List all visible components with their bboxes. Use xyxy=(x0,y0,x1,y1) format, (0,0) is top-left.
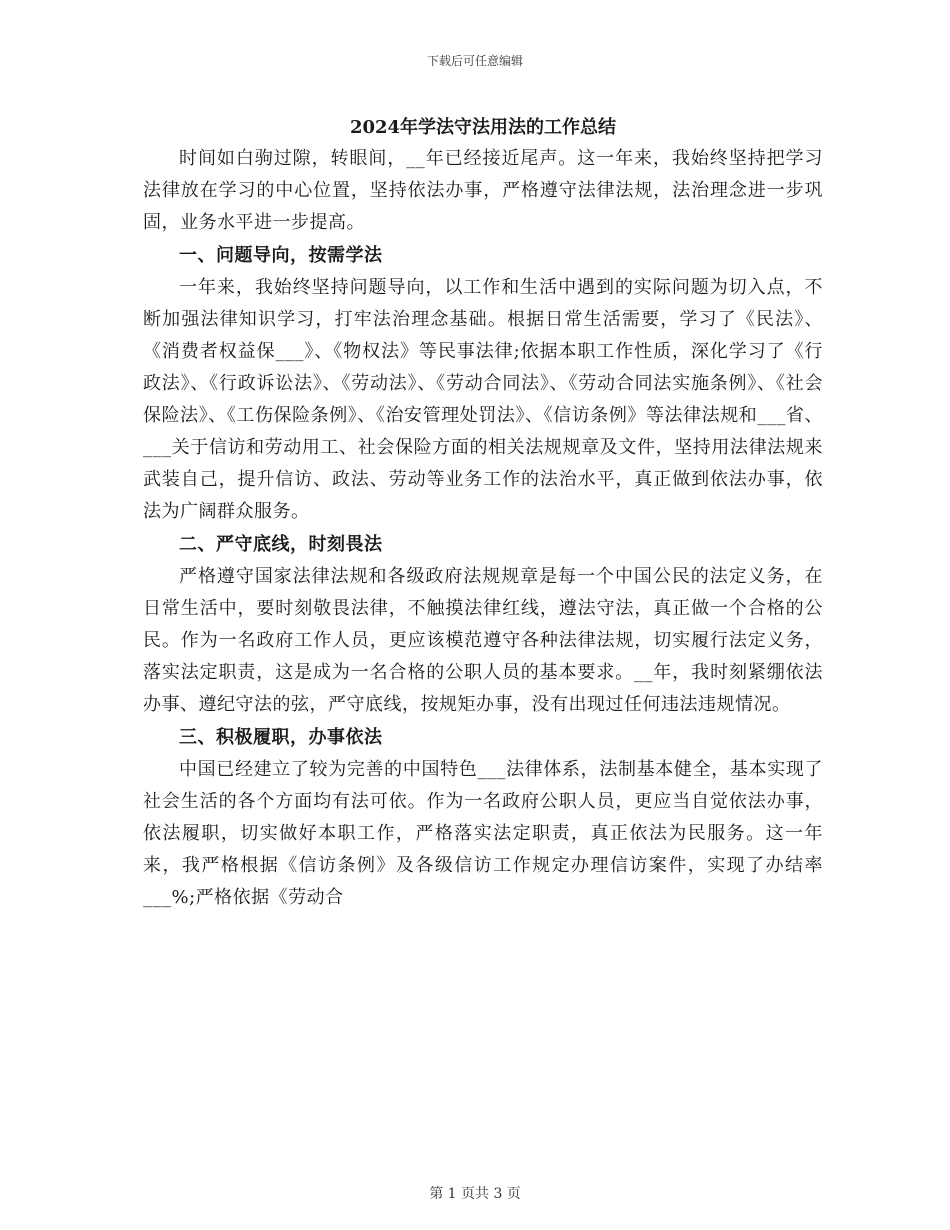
document-title: 2024年学法守法用法的工作总结 xyxy=(349,117,617,138)
paragraph-section-1: 一年来，我始终坚持问题导向，以工作和生活中遇到的实际问题为切入点，不断加强法律知识学习，打牢法治理念基础。根据日常生活需要，学习了《民法》、《消费者权益保___》、《物权法》等民事法律;依据本职工作性质，深化学习了《行政法》、《行政诉讼法》、《劳动法》、《劳动合同法》、《劳动合同法实施条例》、《社会保险法》、《工伤保险条例》、《治安管理处罚法》、《信访条例》等法律法规和___省、___关于信访和劳动用工、社会保险方面的相关法规规章及文件，坚持用法律法规来武装自己，提升信访、政法、劳动等业务工作的法治水平，真正做到依法办事，依法为广阔群众服务。 xyxy=(143,277,823,522)
section-heading-2: 二、严守底线，时刻畏法 xyxy=(179,534,383,555)
page-header: 下载后可任意编辑 xyxy=(426,54,523,68)
paragraph-section-3: 中国已经建立了较为完善的中国特色___法律体系，法制基本健全，基本实现了社会生活的各个方面均有法可依。作为一名政府公职人员，更应当自觉依法办事，依法履职，切实做好本职工作，严格落实法定职责，真正依法为民服务。这一年来，我严格根据《信访条例》及各级信访工作规定办理信访案件，实现了办结率___%;严格依据《劳动合 xyxy=(143,759,823,908)
page-number: 第 1 页共 3 页 xyxy=(429,1186,521,1202)
document-body xyxy=(143,113,823,914)
paragraph-intro: 时间如白驹过隙，转眼间，__年已经接近尾声。这一年来，我始终坚持把学习法律放在学习的中心位置，坚持依法办事，严格遵守法律法规，法治理念进一步巩固，业务水平进一步提高。 xyxy=(143,148,823,233)
section-heading-1: 一、问题导向，按需学法 xyxy=(179,245,383,266)
section-heading-3: 三、积极履职，办事依法 xyxy=(179,727,383,748)
paragraph-section-2: 严格遵守国家法律法规和各级政府法规规章是每一个中国公民的法定义务，在日常生活中，要时刻敬畏法律，不触摸法律红线，遵法守法，真正做一个合格的公民。作为一名政府工作人员，更应该模范遵守各种法律法规，切实履行法定义务，落实法定职责，这是成为一名合格的公职人员的基本要求。__年，我时刻紧绷依法办事、遵纪守法的弦，严守底线，按规矩办事，没有出现过任何违法违规情况。 xyxy=(143,566,823,715)
